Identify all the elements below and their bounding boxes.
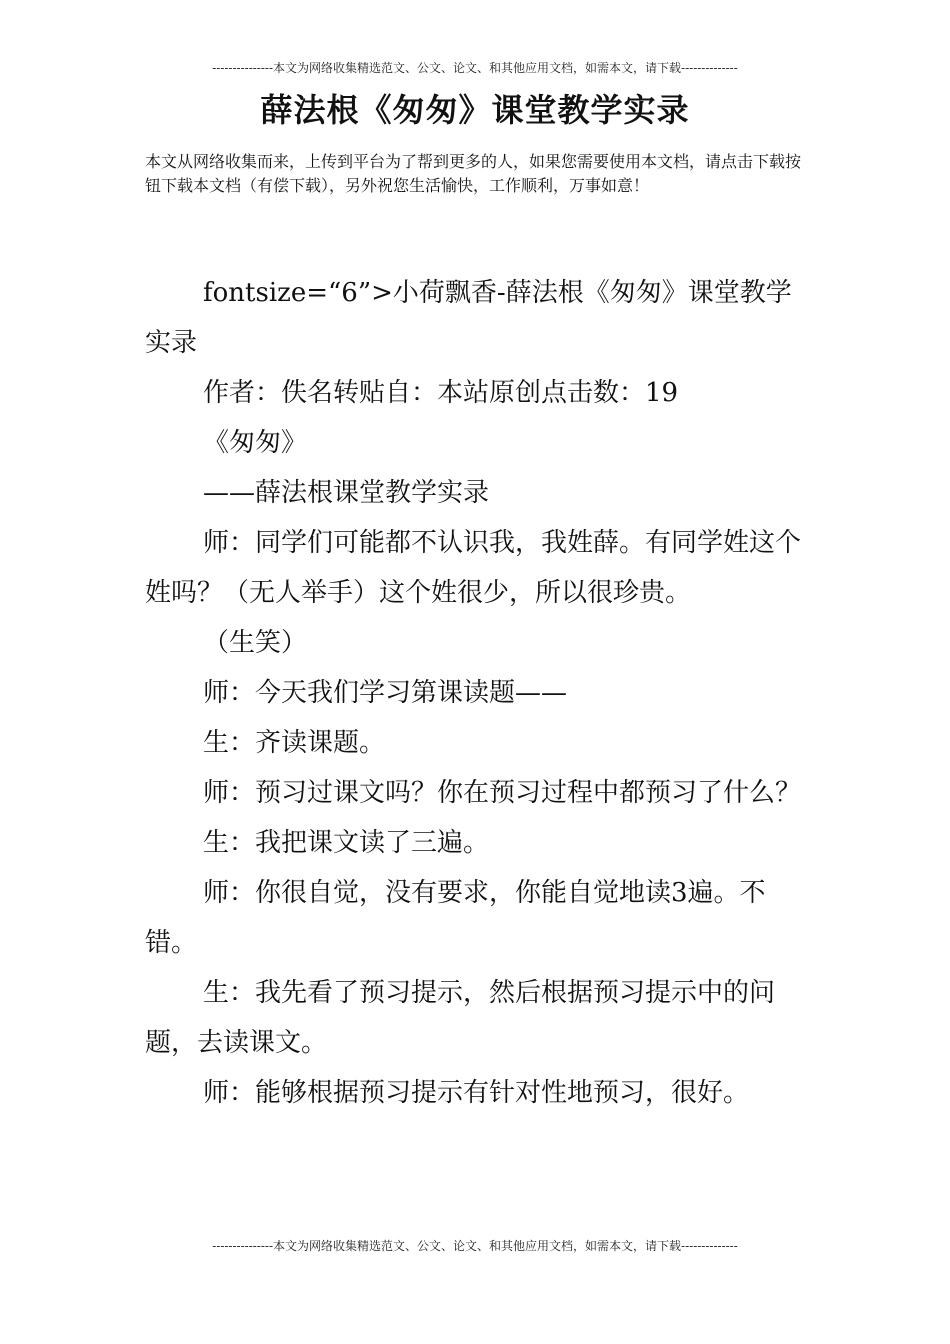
body-paragraph: 生：齐读课题。 (203, 728, 386, 758)
body-paragraph-fontsize-line: fontsize=“6”>小荷飘香-薛法根《匆匆》课堂教学实录 (145, 278, 792, 358)
body-paragraph-author-line: 作者：佚名转贴自：本站原创点击数：19 (203, 378, 679, 408)
body-paragraph-byline: ——薛法根课堂教学实录 (203, 478, 490, 508)
body-paragraph: 师：能够根据预习提示有针对性地预习，很好。 (203, 1078, 750, 1108)
body-paragraph: 师：你很自觉，没有要求，你能自觉地读3遍。不错。 (145, 878, 766, 958)
body-paragraph: （生笑） (203, 628, 308, 658)
document-body (145, 268, 810, 1118)
body-paragraph: 生：我把课文读了三遍。 (203, 828, 490, 858)
body-paragraph: 师：今天我们学习第课读题—— (203, 678, 568, 708)
document-title: 薛法根《匆匆》课堂教学实录 (260, 91, 690, 129)
body-paragraph-subtitle: 《匆匆》 (203, 428, 308, 458)
intro-paragraph: 本文从网络收集而来，上传到平台为了帮到更多的人，如果您需要使用本文档，请点击下载按钮下载本文档（有偿下载），另外祝您生活愉快，工作顺利，万事如意！ (145, 152, 802, 195)
body-paragraph: 师：预习过课文吗？你在预习过程中都预习了什么？ (203, 778, 802, 808)
body-paragraph: 生：我先看了预习提示，然后根据预习提示中的问题，去读课文。 (145, 978, 776, 1058)
footer-running-line: ---------------本文为网络收集精选范文、公文、论文、和其他应用文档，如需本文，请下载-------------- (212, 1239, 738, 1253)
header-running-line: ---------------本文为网络收集精选范文、公文、论文、和其他应用文档，如需本文，请下载-------------- (212, 61, 738, 75)
body-paragraph: 师：同学们可能都不认识我，我姓薛。有同学姓这个姓吗？（无人举手）这个姓很少，所以很珍贵。 (145, 528, 802, 608)
